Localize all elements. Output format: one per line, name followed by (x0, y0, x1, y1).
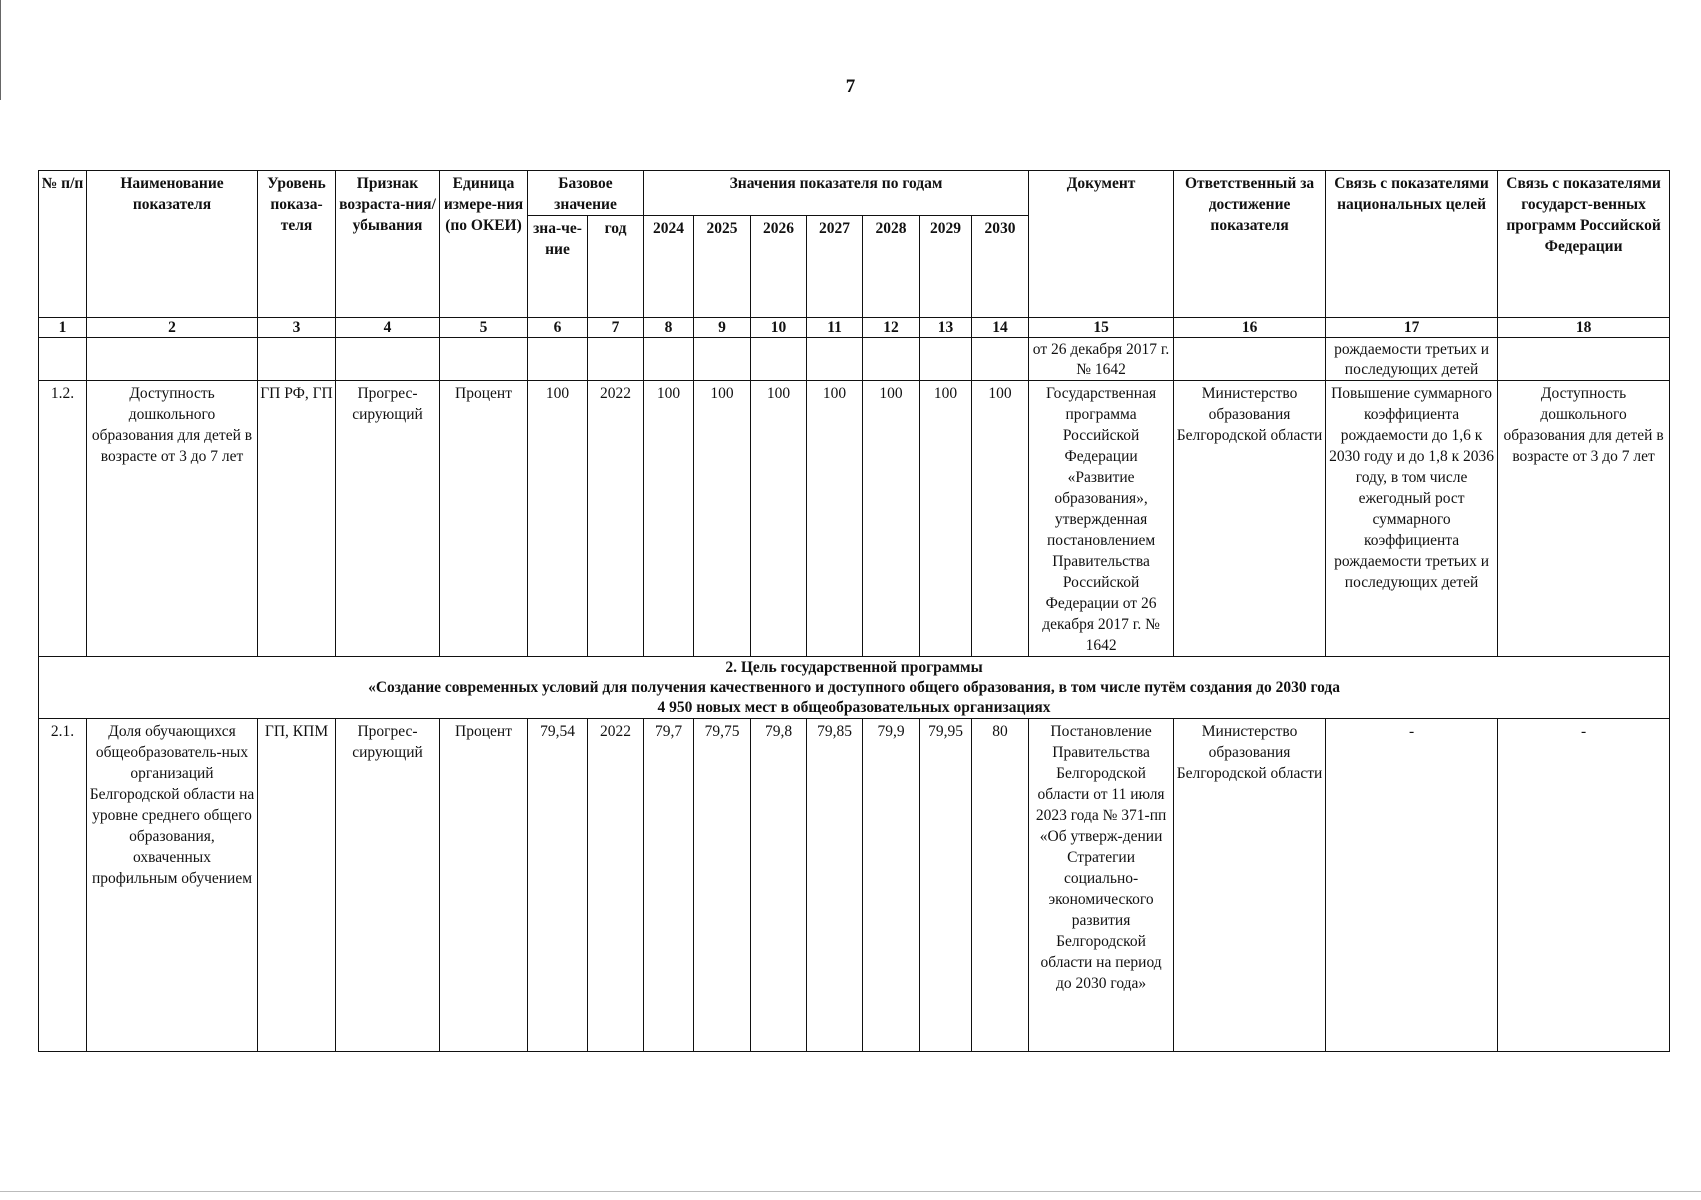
row-value: 79,95 (920, 719, 972, 1052)
section-goal-text: «Создание современных условий для получения качественного и доступного общего образования, в том числе путём создания до 2030 года (368, 679, 1340, 696)
section-goal-title: 2. Цель государственной программы (725, 659, 983, 676)
header-year: 2025 (694, 216, 751, 318)
row-value: 100 (807, 381, 863, 657)
row-national: Повышение суммарного коэффициента рождаемости до 1,6 к 2030 году и до 1,8 к 2036 году, в том числе ежегодный рост суммарного коэффициента рождаемости третьих и последующих детей (1326, 381, 1498, 657)
header-base-value: зна-че-ние (528, 216, 588, 318)
row-trend: Прогрес-сирующий (336, 381, 440, 657)
row-base-year: 2022 (588, 381, 644, 657)
empty-cell (807, 338, 863, 381)
row-trend: Прогрес-сирующий (336, 719, 440, 1052)
header-level: Уровень показа-теля (258, 171, 336, 318)
row-value: 100 (644, 381, 694, 657)
empty-cell (528, 338, 588, 381)
section-goal-text-2: 4 950 новых мест в общеобразовательных организациях (657, 699, 1051, 716)
row-responsible: Министерство образования Белгородской области (1174, 381, 1326, 657)
section-goal-row (39, 657, 1670, 719)
page-number: 7 (845, 76, 856, 97)
row-level: ГП, КПМ (258, 719, 336, 1052)
column-number: 1 (39, 318, 87, 338)
header-year: 2024 (644, 216, 694, 318)
row-value: 100 (751, 381, 807, 657)
column-number: 8 (644, 318, 694, 338)
empty-cell (751, 338, 807, 381)
row-value: 100 (694, 381, 751, 657)
empty-cell (1174, 338, 1326, 381)
column-number: 12 (863, 318, 920, 338)
row-state-programs: Доступность дошкольного образования для детей в возрасте от 3 до 7 лет (1498, 381, 1670, 657)
column-number: 10 (751, 318, 807, 338)
row-value: 79,8 (751, 719, 807, 1052)
empty-cell (694, 338, 751, 381)
empty-cell (440, 338, 528, 381)
row-value: 100 (863, 381, 920, 657)
scan-edge-line (0, 1191, 1701, 1192)
header-num: № п/п (39, 171, 87, 318)
row-unit: Процент (440, 381, 528, 657)
row-responsible: Министерство образования Белгородской области (1174, 719, 1326, 1052)
column-number: 5 (440, 318, 528, 338)
column-numbers-row (39, 318, 1670, 338)
row-document: Постановление Правительства Белгородской области от 11 июля 2023 года № 371-пп «Об утверж-дении Стратегии социально-экономического развития Белгородской области на период до 2030 года» (1029, 719, 1174, 1052)
empty-cell (1498, 338, 1670, 381)
column-number: 16 (1174, 318, 1326, 338)
header-base-year: год (588, 216, 644, 318)
header-name: Наименование показателя (87, 171, 258, 318)
column-number: 3 (258, 318, 336, 338)
row-value: 79,9 (863, 719, 920, 1052)
header-base: Базовое значение (528, 171, 644, 216)
continuation-row (39, 338, 1670, 381)
row-unit: Процент (440, 719, 528, 1052)
empty-cell (863, 338, 920, 381)
header-year: 2026 (751, 216, 807, 318)
empty-cell (588, 338, 644, 381)
column-number: 9 (694, 318, 751, 338)
row-base-year: 2022 (588, 719, 644, 1052)
header-years-group: Значения показателя по годам (644, 171, 1029, 216)
row-name: Доступность дошкольного образования для детей в возрасте от 3 до 7 лет (87, 381, 258, 657)
row-num: 2.1. (39, 719, 87, 1052)
empty-cell (920, 338, 972, 381)
column-number: 7 (588, 318, 644, 338)
row-num: 1.2. (39, 381, 87, 657)
column-number: 4 (336, 318, 440, 338)
header-state-programs: Связь с показателями государст-венных программ Российской Федерации (1498, 171, 1670, 318)
header-row (39, 171, 1670, 216)
column-number: 13 (920, 318, 972, 338)
row-value: 79,85 (807, 719, 863, 1052)
column-number: 15 (1029, 318, 1174, 338)
continuation-national: рождаемости третьих и последующих детей (1326, 338, 1498, 381)
row-value: 79,75 (694, 719, 751, 1052)
empty-cell (87, 338, 258, 381)
header-document: Документ (1029, 171, 1174, 318)
row-level: ГП РФ, ГП (258, 381, 336, 657)
column-number: 14 (972, 318, 1029, 338)
header-trend: Признак возраста-ния/ убывания (336, 171, 440, 318)
header-year: 2029 (920, 216, 972, 318)
indicators-table (38, 170, 1670, 1052)
empty-cell (644, 338, 694, 381)
row-value: 79,7 (644, 719, 694, 1052)
column-number: 11 (807, 318, 863, 338)
column-number: 6 (528, 318, 588, 338)
header-unit: Единица измере-ния (по ОКЕИ) (440, 171, 528, 318)
header-year: 2027 (807, 216, 863, 318)
continuation-document: от 26 декабря 2017 г. № 1642 (1029, 338, 1174, 381)
column-number: 2 (87, 318, 258, 338)
row-document: Государственная программа Российской Федерации «Развитие образования», утвержденная постановлением Правительства Российской Федерации от 26 декабря 2017 г. № 1642 (1029, 381, 1174, 657)
empty-cell (972, 338, 1029, 381)
row-value: 80 (972, 719, 1029, 1052)
table-row (39, 719, 1670, 1052)
row-base-value: 79,54 (528, 719, 588, 1052)
row-value: 100 (972, 381, 1029, 657)
header-year: 2030 (972, 216, 1029, 318)
header-year: 2028 (863, 216, 920, 318)
table-row (39, 381, 1670, 657)
column-number: 17 (1326, 318, 1498, 338)
row-value: 100 (920, 381, 972, 657)
row-state-programs: - (1498, 719, 1670, 1052)
section-goal (39, 657, 1670, 719)
empty-cell (336, 338, 440, 381)
header-national: Связь с показателями национальных целей (1326, 171, 1498, 318)
header-responsible: Ответственный за достижение показателя (1174, 171, 1326, 318)
row-name: Доля обучающихся общеобразователь-ных организаций Белгородской области на уровне среднего общего образования, охваченных профильным обучением (87, 719, 258, 1052)
row-base-value: 100 (528, 381, 588, 657)
row-national: - (1326, 719, 1498, 1052)
empty-cell (258, 338, 336, 381)
empty-cell (39, 338, 87, 381)
column-number: 18 (1498, 318, 1670, 338)
